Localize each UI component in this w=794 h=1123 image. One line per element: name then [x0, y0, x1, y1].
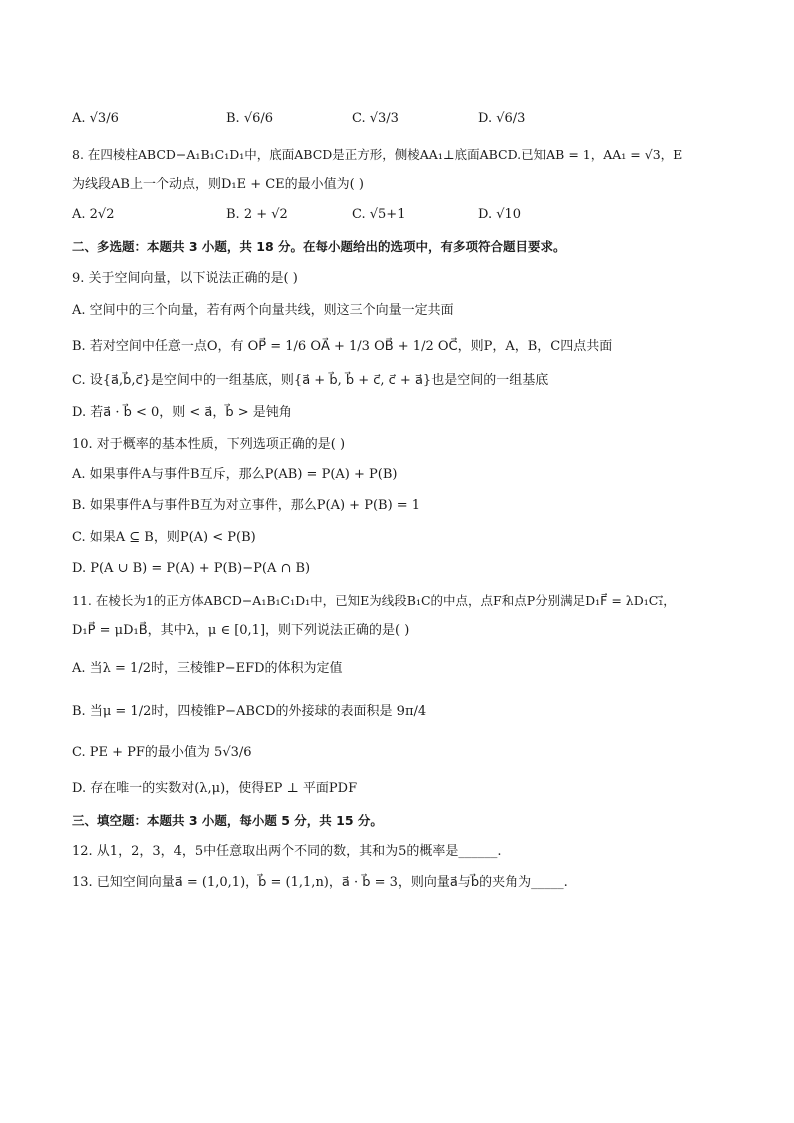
q9-option-d: D. 若a⃗ · b⃗ < 0，则 < a⃗，b⃗ > 是钝角	[72, 405, 292, 420]
q9-option-c: C. 设{a⃗,b⃗,c⃗}是空间中的一组基底，则{a⃗ + b⃗, b⃗ + c⃗, c⃗ + a⃗}也是空间的一组基底	[72, 373, 549, 388]
q9-option-b: B. 若对空间中任意一点O，有 OP⃗ = 1/6 OA⃗ + 1/3 OB⃗ + 1/2 OC⃗，则P，A，B，C四点共面	[72, 339, 613, 354]
q11-option-c: C. PE + PF的最小值为 5√3/6	[72, 745, 252, 760]
q7-option-a: A. √3/6	[72, 111, 119, 126]
q7-options	[0, 108, 794, 130]
q11-stem-line2: D₁P⃗ = μD₁B⃗，其中λ，μ ∈ [0,1]，则下列说法正确的是( )	[72, 623, 410, 638]
q13: 13. 已知空间向量a⃗ = (1,0,1)，b⃗ = (1,1,n)，a⃗ · b⃗ = 3，则向量a⃗与b⃗的夹角为_____.	[72, 875, 568, 890]
q10-option-b: B. 如果事件A与事件B互为对立事件，那么P(A) + P(B) = 1	[72, 498, 421, 513]
q11-option-b: B. 当μ = 1/2时，四棱锥P−ABCD的外接球的表面积是 9π/4	[72, 704, 427, 719]
q10-option-a: A. 如果事件A与事件B互斥，那么P(AB) = P(A) + P(B)	[72, 467, 398, 482]
section2-heading: 二、多选题：本题共 3 小题，共 18 分。在每小题给出的选项中，有多项符合题目要求。	[72, 239, 566, 254]
q8-stem-line1: 8. 在四棱柱ABCD−A₁B₁C₁D₁中，底面ABCD是正方形，侧棱AA₁⊥底面ABCD.已知AB = 1，AA₁ = √3，E	[72, 147, 683, 162]
q10-option-d: D. P(A ∪ B) = P(A) + P(B)−P(A ∩ B)	[72, 561, 311, 576]
q11-option-a: A. 当λ = 1/2时，三棱锥P−EFD的体积为定值	[72, 661, 343, 676]
q9-option-a: A. 空间中的三个向量，若有两个向量共线，则这三个向量一定共面	[72, 303, 454, 318]
q11-stem-line1: 11. 在棱长为1的正方体ABCD−A₁B₁C₁D₁中，已知E为线段B₁C的中点，点F和点P分别满足D₁F⃗ = λD₁C₁⃗，	[72, 593, 676, 608]
q9-stem: 9. 关于空间向量，以下说法正确的是( )	[72, 271, 298, 286]
q10-option-c: C. 如果A ⊆ B，则P(A) < P(B)	[72, 530, 256, 545]
q8-option-b: B. 2 + √2	[226, 207, 288, 222]
q8-option-c: C. √5+1	[352, 207, 406, 222]
q8-option-d: D. √10	[478, 207, 522, 222]
q7-option-d: D. √6/3	[478, 111, 526, 126]
q7-option-b: B. √6/6	[226, 111, 274, 126]
q10-stem: 10. 对于概率的基本性质，下列选项正确的是( )	[72, 437, 346, 452]
q7-option-c: C. √3/3	[352, 111, 399, 126]
section3-heading: 三、填空题：本题共 3 小题，每小题 5 分，共 15 分。	[72, 813, 383, 828]
q8-option-a: A. 2√2	[72, 207, 115, 222]
q8-stem-line2: 为线段AB上一个动点，则D₁E + CE的最小值为( )	[72, 177, 364, 192]
q12: 12. 从1，2，3，4，5中任意取出两个不同的数，其和为5的概率是______.	[72, 844, 502, 859]
q8-options	[0, 206, 794, 228]
q11-option-d: D. 存在唯一的实数对(λ,μ)，使得EP ⊥ 平面PDF	[72, 781, 358, 796]
